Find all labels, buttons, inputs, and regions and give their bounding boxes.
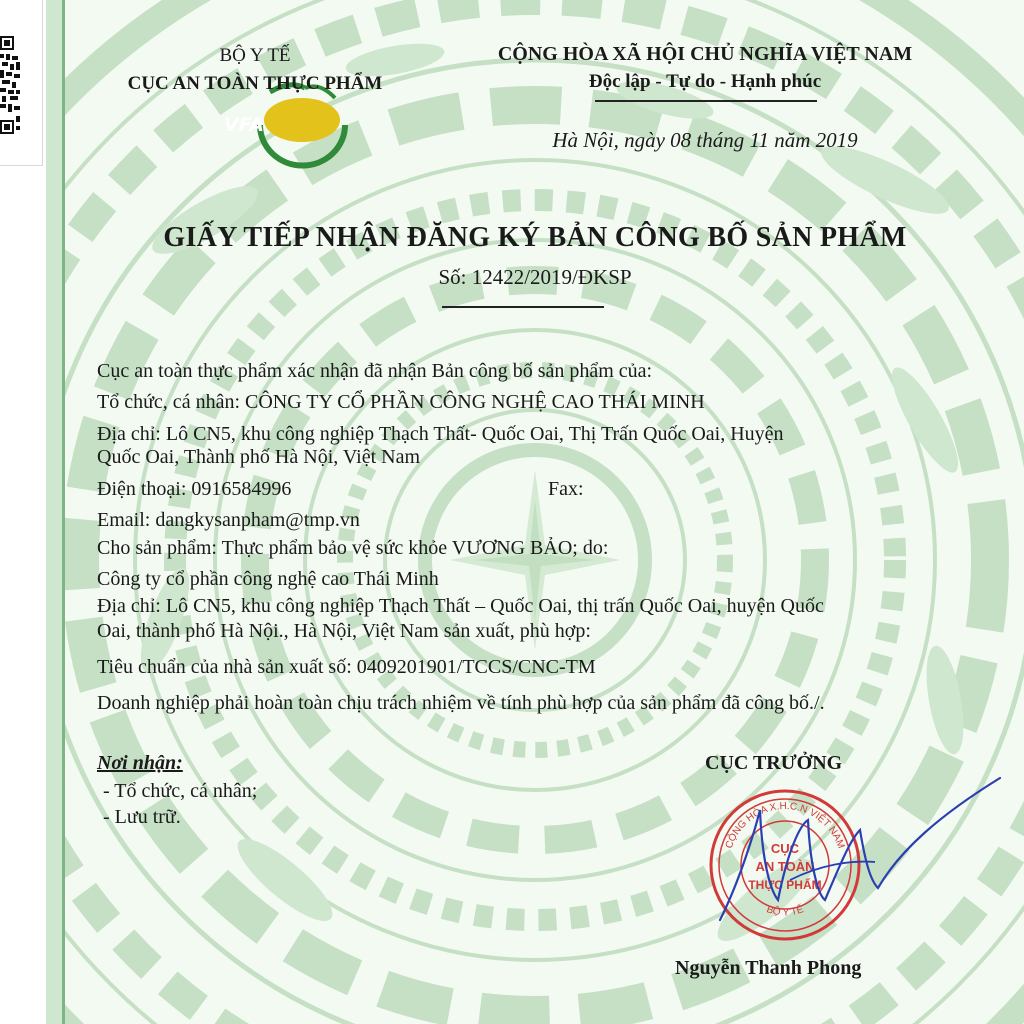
seal-center-line: AN TOÀN [755,859,815,874]
standard-text: Tiêu chuẩn của nhà sản xuất số: 0409201901/TCCS/CNC-TM [97,656,596,678]
signer-name: Nguyễn Thanh Phong [675,957,862,979]
seal-center-line: CỤC [770,841,800,856]
recipient-item: - Lưu trữ. [103,806,181,828]
organization-text: Tổ chức, cá nhân: CÔNG TY CỔ PHẦN CÔNG NGHỆ CAO THÁI MINH [97,391,705,413]
issuer-block [70,42,440,98]
title-divider [442,306,604,308]
phone-text: Điện thoại: 0916584996 [97,478,292,500]
recipients-heading: Nơi nhận: [97,752,183,774]
handwritten-signature-icon [700,770,1020,940]
manufacturer-address-line-1: Địa chỉ: Lô CN5, khu công nghiệp Thạch Thất – Quốc Oai, thị trấn Quốc Oai, huyện Quốc [97,595,824,617]
fax-text: Fax: [548,478,584,500]
seal-bottom-text: BỘ Y TẾ [765,904,805,919]
qr-strip [0,0,43,166]
signer-position: CỤC TRƯỞNG [705,752,843,774]
seal-center-line: THỰC PHẨM [748,878,822,892]
ministry-name: BỘ Y TẾ [219,45,291,66]
certificate-border [46,0,62,1024]
logo-text: VFA [224,114,264,136]
department-name: CỤC AN TOÀN THỰC PHẨM [127,73,383,94]
document-title: GIẤY TIẾP NHẬN ĐĂNG KÝ BẢN CÔNG BỐ SẢN PHẨM [163,222,907,253]
national-header [450,40,960,96]
product-text: Cho sản phẩm: Thực phẩm bảo vệ sức khỏe VƯƠNG BẢO; do: [97,537,609,559]
issue-date: Hà Nội, ngày 08 tháng 11 năm 2019 [552,128,858,152]
qr-code-icon [0,36,20,136]
manufacturer-address-line-2: Oai, thành phố Hà Nội., Hà Nội, Việt Nam sản xuất, phù hợp: [97,620,591,642]
intro-text: Cục an toàn thực phẩm xác nhận đã nhận Bản công bố sản phẩm của: [97,360,653,382]
motto-underline [595,100,817,102]
recipient-item: - Tổ chức, cá nhân; [103,780,258,802]
seal-ring-text: CỘNG HÒA X.H.C.N VIỆT NAM [723,800,847,851]
national-motto: Độc lập - Tự do - Hạnh phúc [588,71,822,92]
email-text: Email: dangkysanpham@tmp.vn [97,509,360,531]
manufacturer-text: Công ty cổ phần công nghệ cao Thái Minh [97,568,439,590]
country-name: CỘNG HÒA XÃ HỘI CHỦ NGHĨA VIỆT NAM [497,43,913,65]
responsibility-text: Doanh nghiệp phải hoàn toàn chịu trách nhiệm về tính phù hợp của sản phẩm đã công bố./. [97,692,825,714]
document-number: Số: 12422/2019/ĐKSP [438,265,632,289]
address-line-2: Quốc Oai, Thành phố Hà Nội, Việt Nam [97,446,420,468]
address-line-1: Địa chỉ: Lô CN5, khu công nghiệp Thạch Thất- Quốc Oai, Thị Trấn Quốc Oai, Huyện [97,423,784,445]
